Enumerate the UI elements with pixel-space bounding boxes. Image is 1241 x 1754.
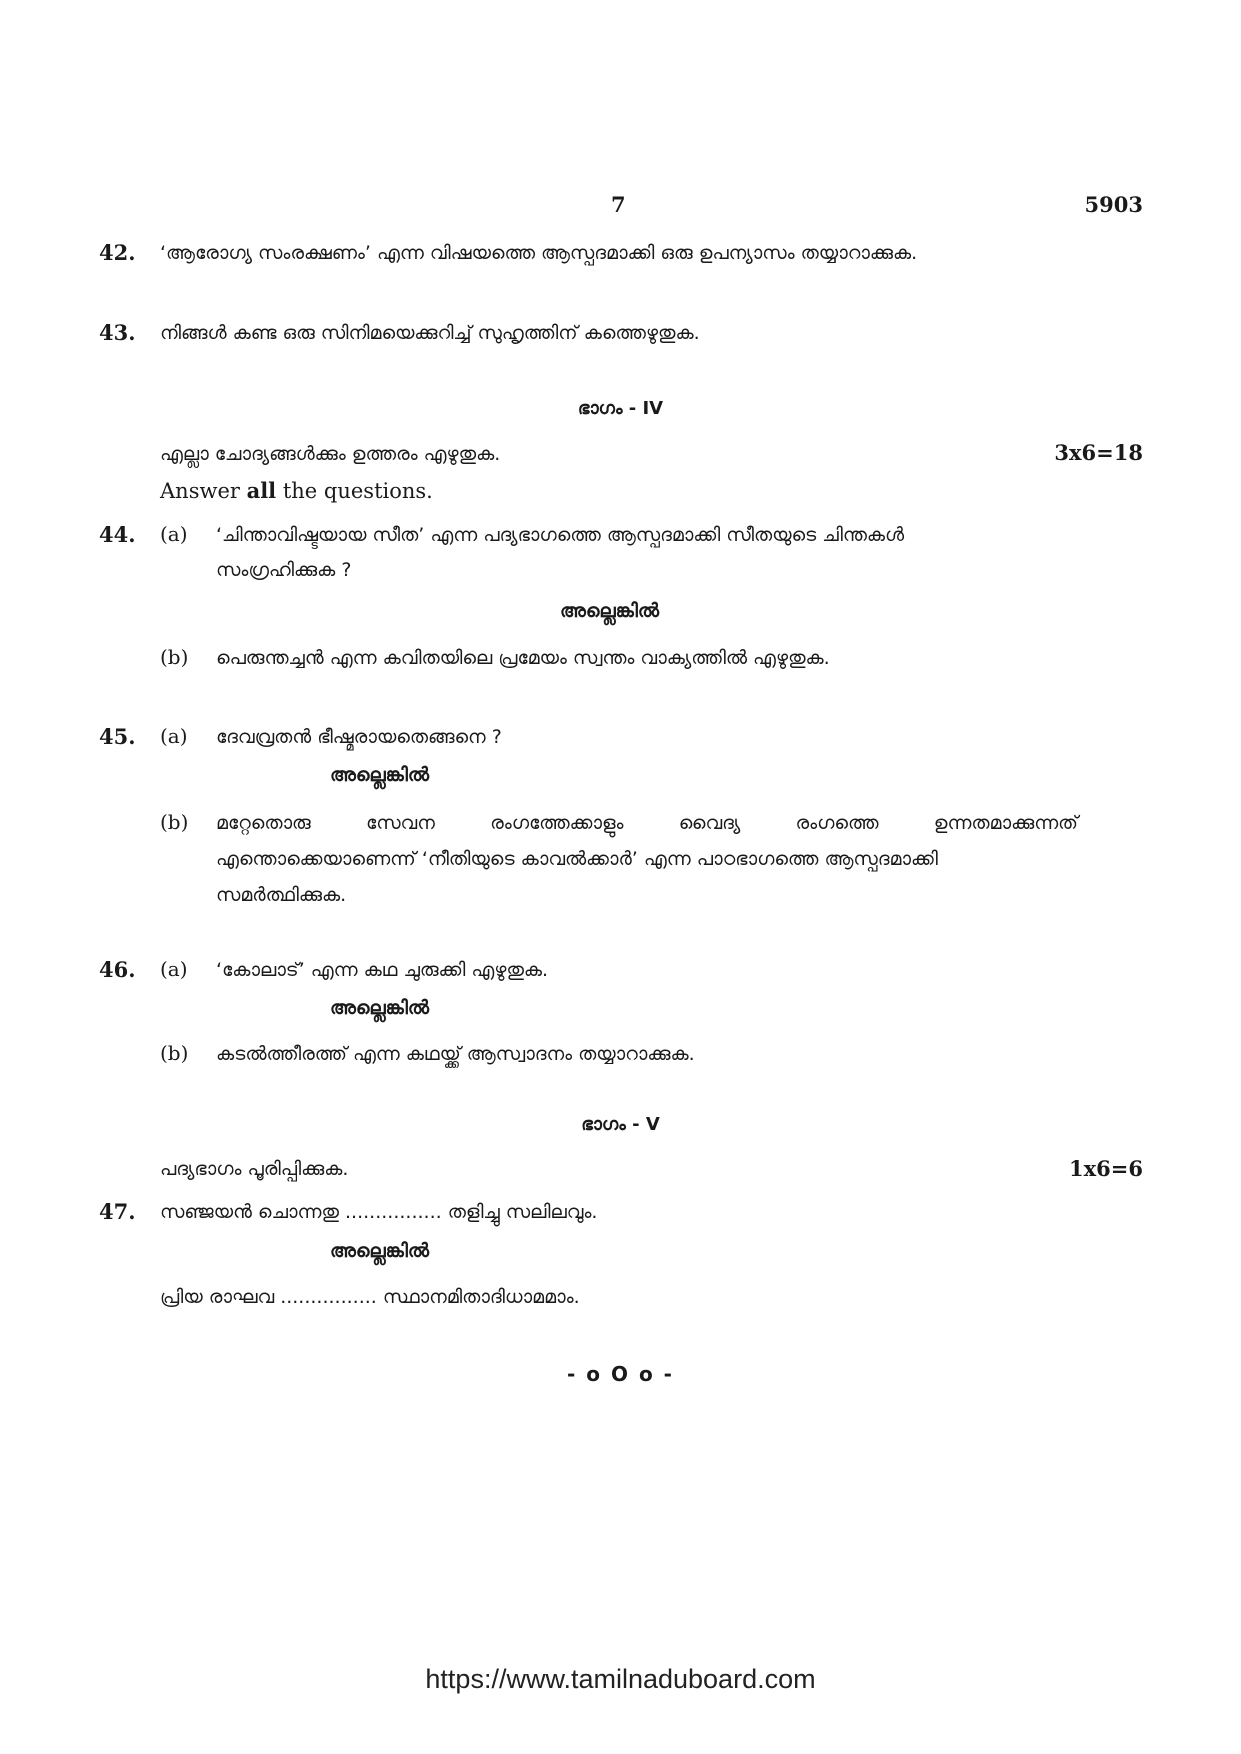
- question-43-text: നിങ്ങൾ കണ്ട ഒരു സിനിമയെക്കുറിച്ച് സുഹൃത്തിന് കത്തെഴുതുക.: [160, 322, 700, 344]
- question-number-46: 46.: [99, 957, 136, 982]
- question-44-b-text: പെരുന്തച്ചൻ എന്ന കവിതയിലെ പ്രമേയം സ്വന്തം വാക്യത്തിൽ എഴുതുക.: [216, 647, 830, 669]
- question-number-43: 43.: [99, 320, 136, 345]
- question-45-b-label: (b): [160, 810, 189, 834]
- part-5-title: ഭാഗം - V: [581, 1114, 660, 1135]
- question-44-b-label: (b): [160, 645, 189, 669]
- question-44-a-line-1: ‘ചിന്താവിഷ്ടയായ സീത’ എന്ന പദ്യഭാഗത്തെ ആസ്പദമാക്കി സീതയുടെ ചിന്തകൾ: [216, 524, 905, 546]
- part-4-english-instruction: [160, 478, 433, 503]
- question-45-b-line-3: സമർത്ഥിക്കുക.: [216, 884, 347, 906]
- question-45-or: അല്ലെങ്കിൽ: [330, 764, 430, 786]
- question-number-42: 42.: [99, 240, 136, 265]
- question-45-b-line-2: എന്തൊക്കെയാണെന്ന് ‘നീതിയുടെ കാവൽക്കാർ’ എന്ന പാഠഭാഗത്തെ ആസ്പദമാക്കി: [216, 848, 938, 870]
- question-47-alt-text: പ്രിയ രാഘവ ................ സ്ഥാനമിതാദിധാമമാം.: [160, 1286, 580, 1308]
- question-number-44: 44.: [99, 522, 136, 547]
- part-4-instruction: എല്ലാ ചോദ്യങ്ങൾക്കും ഉത്തരം എഴുതുക.: [160, 443, 501, 465]
- question-45-b-line-1: മറ്റേതൊരു സേവന രംഗത്തേക്കാളും വൈദ്യ രംഗത്തെ ഉന്നതമാക്കുന്നത്: [216, 812, 1078, 834]
- part-4-marks: 3x6=18: [1054, 440, 1143, 465]
- question-42-text: ‘ആരോഗ്യ സംരക്ഷണം’ എന്ന വിഷയത്തെ ആസ്പദമാക്കി ഒരു ഉപന്യാസം തയ്യാറാക്കുക.: [160, 242, 918, 264]
- question-44-a-label: (a): [160, 522, 188, 546]
- question-45-a-label: (a): [160, 724, 188, 748]
- end-of-paper-mark: - o O o -: [567, 1362, 674, 1386]
- english-instruction-start: Answer: [160, 479, 247, 503]
- question-47-text: സഞ്ജയൻ ചൊന്നതു ................ തളിച്ചു സലിലവും.: [160, 1201, 598, 1223]
- question-46-b-label: (b): [160, 1041, 189, 1065]
- question-46-a-label: (a): [160, 957, 188, 981]
- english-instruction-emphasis: all: [246, 478, 277, 503]
- part-4-title: ഭാഗം - IV: [577, 398, 664, 419]
- question-46-or: അല്ലെങ്കിൽ: [330, 997, 430, 1019]
- question-44-a-line-2: സംഗ്രഹിക്കുക ?: [216, 559, 352, 581]
- question-number-47: 47.: [99, 1199, 136, 1224]
- question-46-a-text: ‘കോലാട്’ എന്ന കഥ ചുരുക്കി എഴുതുക.: [216, 959, 549, 981]
- question-46-b-text: കടൽത്തീരത്ത് എന്ന കഥയ്ക്ക് ആസ്വാദനം തയ്യാറാക്കുക.: [216, 1043, 695, 1065]
- english-instruction-end: the questions.: [276, 479, 433, 503]
- part-5-marks: 1x6=6: [1069, 1156, 1143, 1181]
- part-5-instruction: പദ്യഭാഗം പൂരിപ്പിക്കുക.: [160, 1158, 349, 1180]
- question-45-a-text: ദേവവ്രതൻ ഭീഷ്മരായതെങ്ങനെ ?: [216, 726, 502, 748]
- page-number: 7: [611, 192, 626, 217]
- question-47-or: അല്ലെങ്കിൽ: [330, 1240, 430, 1262]
- question-44-or: അല്ലെങ്കിൽ: [560, 600, 660, 622]
- footer-url[interactable]: https://www.tamilnaduboard.com: [425, 1664, 816, 1694]
- question-number-45: 45.: [99, 724, 136, 749]
- paper-code: 5903: [1084, 192, 1143, 217]
